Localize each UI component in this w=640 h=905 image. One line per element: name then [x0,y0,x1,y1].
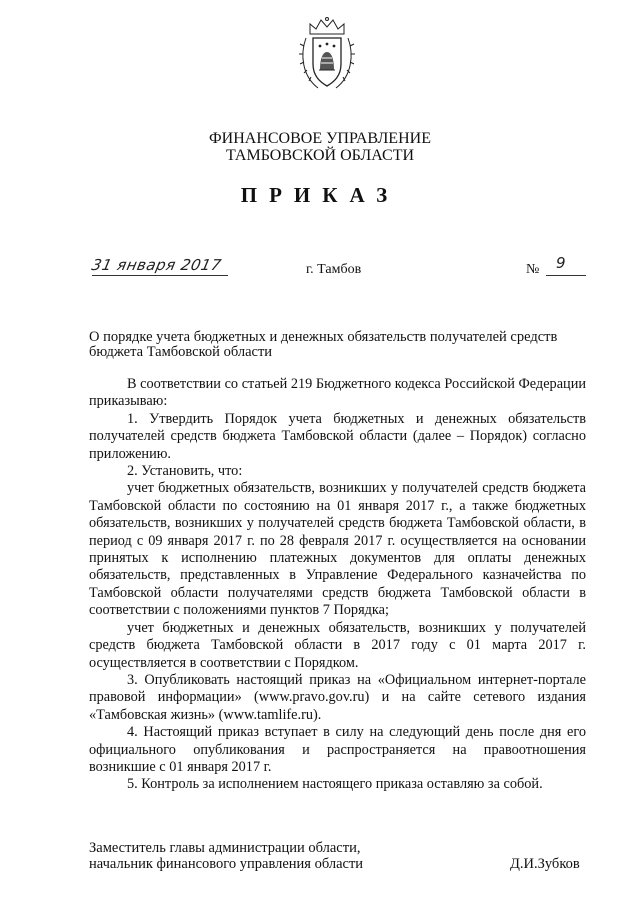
date-underline [92,275,228,276]
signatory-name: Д.И.Зубков [510,856,580,872]
number-label: № [526,262,540,277]
signatory-position-line1: Заместитель главы администрации области, [89,840,361,856]
document-title: ПРИКАЗ [240,183,400,207]
order-body [89,376,586,794]
body-paragraph: 2. Установить, что: [127,463,243,480]
number-underline [546,275,586,276]
body-paragraph: 1. Утвердить Порядок учета бюджетных и денежных обязательств получателей средств бюджета Тамбовской области (далее – Порядок) согласно приложению. [89,410,586,462]
body-paragraph: 4. Настоящий приказ вступает в силу на следующий день после дня его официального опубликования и распространяется на правоотношения возникшие с 01 января 2017 г. [89,724,586,775]
body-paragraph: 5. Контроль за исполнением настоящего приказа оставляю за собой. [127,776,543,793]
city-label: г. Тамбов [306,262,362,277]
handwritten-number: 9 [556,254,566,272]
signatory-position-line2: начальник финансового управления области [89,856,364,872]
body-paragraph: 3. Опубликовать настоящий приказ на «Официальном интернет-портале правовой информации» (www.pravo.gov.ru) и на сайте сетевого издания «Тамбовская жизнь» (www.tamlife.ru). [89,671,586,723]
organization-name-line1: ФИНАНСОВОЕ УПРАВЛЕНИЕ [209,130,431,147]
coat-of-arms-icon [296,14,358,94]
signatory-position [89,840,363,872]
body-paragraph: учет бюджетных и денежных обязательств, возникших у получателей средств бюджета Тамбовской области в 2017 году с 01 марта 2017 г. осуществляется в соответствии с Порядком. [89,619,586,671]
organization-name-line2: ТАМБОВСКОЙ ОБЛАСТИ [225,147,415,164]
body-paragraph: учет бюджетных обязательств, возникших у получателей средств бюджета Тамбовской области по состоянию на 01 января 2017 г., а также бюджетных обязательств, возникших у получателей средств бюджета Тамбовской области, в период с 09 января 2017 г. по 28 февраля 2017 г. осуществляется на основании принятых к исполнению платежных документов для оплаты денежных обязательств, представленных в Управление Федерального казначейства по Тамбовской области получателями средств бюджета Тамбовской области в соответствии с положениями пунктов 7 Порядка; [89,480,586,619]
order-subject: О порядке учета бюджетных и денежных обязательств получателей средств бюджета Тамбовской области [89,329,558,360]
handwritten-date: 31 января 2017 [90,256,224,274]
body-paragraph: В соответствии со статьей 219 Бюджетного кодекса Российской Федерации приказываю: [89,376,586,410]
